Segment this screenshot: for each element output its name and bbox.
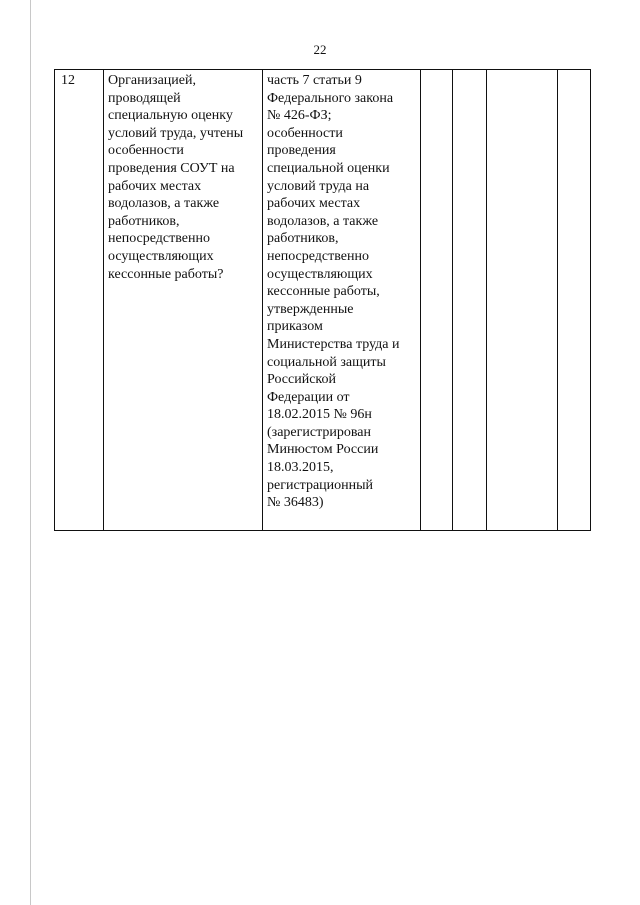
question-cell: Организацией, проводящей специальную оценку условий труда, учтены особенности проведения СОУТ на рабочих местах водолазов, а также работников, непосредственно осуществляющих кессонные работы? <box>104 70 263 531</box>
page-left-edge <box>30 0 31 905</box>
checklist-table <box>54 69 591 531</box>
answer-no-cell <box>453 70 487 531</box>
page-number: 22 <box>313 42 327 57</box>
row-number-cell: 12 <box>55 70 104 531</box>
answer-yes-cell <box>421 70 453 531</box>
notes-cell <box>558 70 591 531</box>
table-row <box>55 70 591 531</box>
answer-na-cell <box>487 70 558 531</box>
reference-cell: часть 7 статьи 9 Федерального закона № 426-ФЗ; особенности проведения специальной оценки условий труда на рабочих местах водолазов, а также работников, непосредственно осуществляющих кессонные работы, утвержденные приказом Министерства труда и социальной защиты Российской Федерации от 18.02.2015 № 96н (зарегистрирован Минюстом России 18.03.2015, регистрационный № 36483) <box>263 70 421 531</box>
